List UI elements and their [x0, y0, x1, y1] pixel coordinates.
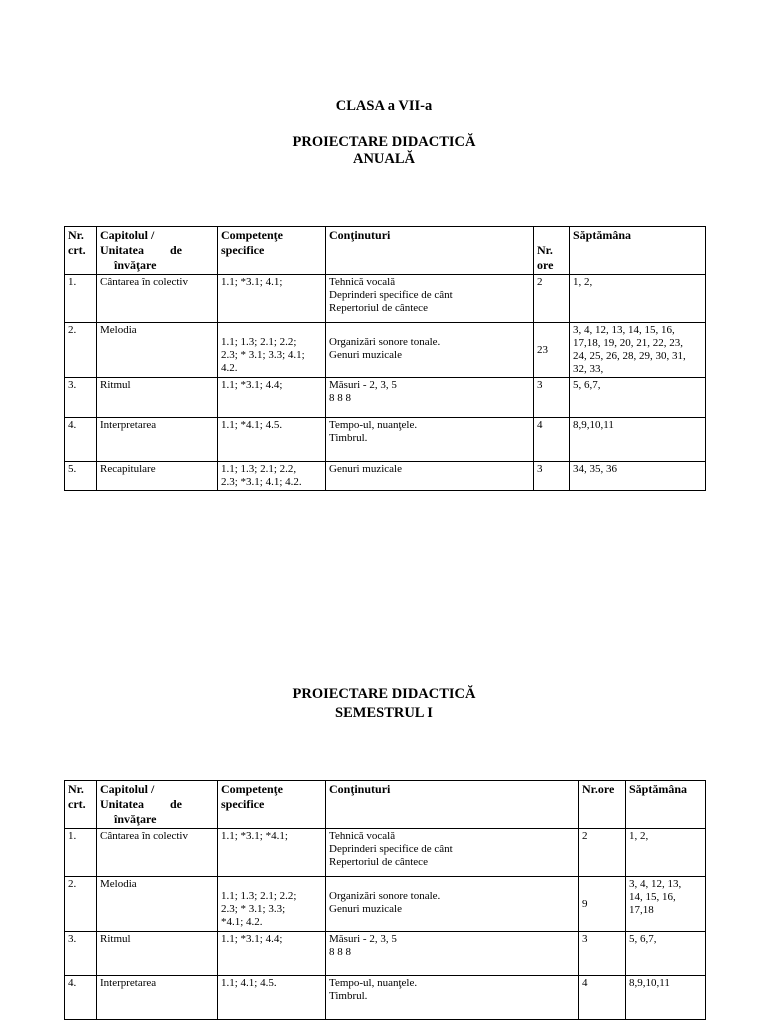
hours-cell: 23 — [534, 323, 570, 378]
header-continuturi: Conţinuturi — [326, 781, 579, 829]
header-nr-crt: Nr. crt. — [65, 227, 97, 275]
hours-cell: 4 — [534, 418, 570, 462]
table-row — [65, 829, 706, 877]
table-row — [65, 932, 706, 976]
chapter-cell: Cântarea în colectiv — [97, 829, 218, 877]
continuturi-cell-line: Timbrul. — [329, 990, 368, 1002]
row-number: 1. — [65, 829, 97, 877]
table-row — [65, 976, 706, 1020]
competente-cell-line: 1.1; *3.1; *4.1; — [221, 830, 288, 842]
saptamana-cell-line: 14, 15, 16, — [629, 891, 676, 903]
header-capitol: Capitolul / Unitatea de învăţare — [97, 227, 218, 275]
continuturi-cell-line: Tehnică vocală — [329, 830, 396, 842]
table-row — [65, 418, 706, 462]
table-row — [65, 378, 706, 418]
competente-cell — [218, 829, 326, 877]
continuturi-cell-line: Măsuri - 2, 3, 5 — [329, 933, 397, 945]
saptamana-cell — [570, 418, 706, 462]
header-nr-ore: Nr.ore — [579, 781, 626, 829]
class-title: CLASA a VII-a — [335, 98, 433, 114]
competente-cell-line: 1.1; *3.1; 4.4; — [221, 379, 283, 391]
header-capitol: Capitolul / Unitatea de învăţare — [97, 781, 218, 829]
continuturi-cell — [326, 932, 579, 976]
continuturi-cell-line: Deprinderi specifice de cânt — [329, 289, 453, 301]
saptamana-cell — [626, 829, 706, 877]
continuturi-cell-line: Organizări sonore tonale. — [329, 336, 441, 348]
competente-cell-line: 1.1; 4.1; 4.5. — [221, 977, 277, 989]
saptamana-cell-line: 32, 33, — [573, 363, 604, 375]
saptamana-cell-line: 34, 35, 36 — [573, 463, 617, 475]
competente-cell-line: *4.1; 4.2. — [221, 916, 263, 928]
competente-cell-line: 4.2. — [221, 362, 238, 374]
row-number: 2. — [65, 877, 97, 932]
chapter-cell: Cântarea în colectiv — [97, 275, 218, 323]
continuturi-cell-line: Măsuri - 2, 3, 5 — [329, 379, 397, 391]
saptamana-cell-line: 5, 6,7, — [629, 933, 657, 945]
table-header-row — [65, 781, 706, 829]
hours-cell: 9 — [579, 877, 626, 932]
hours-cell: 2 — [534, 275, 570, 323]
row-number: 1. — [65, 275, 97, 323]
saptamana-cell-line: 8,9,10,11 — [573, 419, 614, 431]
competente-cell-line: 2.3; * 3.1; 3.3; — [221, 903, 286, 915]
competente-cell — [218, 932, 326, 976]
saptamana-cell — [626, 877, 706, 932]
header-competente: Competenţe specifice — [218, 781, 326, 829]
competente-cell-line: 2.3; * 3.1; 3.3; 4.1; — [221, 349, 305, 361]
continuturi-cell-line: Organizări sonore tonale. — [329, 890, 441, 902]
semester-title-line1: PROIECTARE DIDACTICĂ — [292, 686, 476, 702]
saptamana-cell-line: 17,18, 19, 20, 21, 22, 23, — [573, 337, 683, 349]
row-number: 3. — [65, 932, 97, 976]
continuturi-cell-line: Tempo-ul, nuanţele. — [329, 977, 418, 989]
chapter-cell: Ritmul — [97, 378, 218, 418]
continuturi-cell-line: Genuri muzicale — [329, 349, 402, 361]
saptamana-cell — [570, 323, 706, 378]
chapter-cell: Recapitulare — [97, 462, 218, 491]
table-row — [65, 462, 706, 491]
saptamana-cell — [570, 378, 706, 418]
continuturi-cell-line: Repertoriul de cântece — [329, 856, 428, 868]
continuturi-cell-line: Timbrul. — [329, 432, 368, 444]
chapter-cell: Ritmul — [97, 932, 218, 976]
continuturi-cell — [326, 323, 534, 378]
continuturi-cell — [326, 877, 579, 932]
annual-title-line1: PROIECTARE DIDACTICĂ — [292, 134, 476, 150]
competente-cell — [218, 462, 326, 491]
header-nr-crt: Nr. crt. — [65, 781, 97, 829]
continuturi-cell — [326, 976, 579, 1020]
header-saptamana: Săptămâna — [626, 781, 706, 829]
header-saptamana: Săptămâna — [570, 227, 706, 275]
continuturi-cell-line: Tehnică vocală — [329, 276, 396, 288]
saptamana-cell-line: 8,9,10,11 — [629, 977, 670, 989]
competente-cell-line: 2.3; *3.1; 4.1; 4.2. — [221, 476, 302, 488]
hours-cell: 3 — [579, 932, 626, 976]
table-header-row — [65, 227, 706, 275]
competente-cell-line: 1.1; 1.3; 2.1; 2.2; — [221, 890, 297, 902]
header-nr-ore: Nr. ore — [534, 227, 570, 275]
competente-cell — [218, 976, 326, 1020]
saptamana-cell — [626, 932, 706, 976]
saptamana-cell — [570, 275, 706, 323]
chapter-cell: Melodia — [97, 877, 218, 932]
hours-cell: 2 — [579, 829, 626, 877]
continuturi-cell — [326, 418, 534, 462]
hours-cell: 3 — [534, 378, 570, 418]
competente-cell-line: 1.1; *3.1; 4.1; — [221, 276, 283, 288]
continuturi-cell-line: Genuri muzicale — [329, 903, 402, 915]
continuturi-cell — [326, 462, 534, 491]
continuturi-cell-line: Genuri muzicale — [329, 463, 402, 475]
row-number: 2. — [65, 323, 97, 378]
continuturi-cell-line: 8 8 8 — [329, 392, 351, 404]
competente-cell — [218, 378, 326, 418]
hours-cell: 4 — [579, 976, 626, 1020]
annual-plan-table — [64, 226, 706, 491]
saptamana-cell-line: 1, 2, — [629, 830, 649, 842]
annual-title-line2: ANUALĂ — [352, 151, 416, 167]
saptamana-cell — [570, 462, 706, 491]
semester-title-line2: SEMESTRUL I — [335, 705, 433, 721]
saptamana-cell-line: 3, 4, 12, 13, 14, 15, 16, — [573, 324, 675, 336]
saptamana-cell-line: 1, 2, — [573, 276, 593, 288]
row-number: 5. — [65, 462, 97, 491]
header-continuturi: Conţinuturi — [326, 227, 534, 275]
competente-cell — [218, 418, 326, 462]
competente-cell-line: 1.1; *4.1; 4.5. — [221, 419, 283, 431]
saptamana-cell-line: 24, 25, 26, 28, 29, 30, 31, — [573, 350, 686, 362]
row-number: 3. — [65, 378, 97, 418]
competente-cell — [218, 323, 326, 378]
semester-plan-table — [64, 780, 706, 1020]
chapter-cell: Interpretarea — [97, 418, 218, 462]
competente-cell-line: 1.1; *3.1; 4.4; — [221, 933, 283, 945]
table-row — [65, 275, 706, 323]
competente-cell — [218, 275, 326, 323]
header-competente: Competenţe specifice — [218, 227, 326, 275]
saptamana-cell-line: 17,18 — [629, 904, 654, 916]
hours-cell: 3 — [534, 462, 570, 491]
saptamana-cell — [626, 976, 706, 1020]
chapter-cell: Interpretarea — [97, 976, 218, 1020]
competente-cell-line: 1.1; 1.3; 2.1; 2.2, — [221, 463, 297, 475]
continuturi-cell-line: 8 8 8 — [329, 946, 351, 958]
competente-cell-line: 1.1; 1.3; 2.1; 2.2; — [221, 336, 297, 348]
row-number: 4. — [65, 976, 97, 1020]
row-number: 4. — [65, 418, 97, 462]
continuturi-cell-line: Tempo-ul, nuanţele. — [329, 419, 418, 431]
competente-cell — [218, 877, 326, 932]
saptamana-cell-line: 5, 6,7, — [573, 379, 601, 391]
continuturi-cell — [326, 378, 534, 418]
chapter-cell: Melodia — [97, 323, 218, 378]
table-row — [65, 877, 706, 932]
continuturi-cell — [326, 829, 579, 877]
continuturi-cell-line: Deprinderi specifice de cânt — [329, 843, 453, 855]
saptamana-cell-line: 3, 4, 12, 13, — [629, 878, 682, 890]
table-row — [65, 323, 706, 378]
continuturi-cell-line: Repertoriul de cântece — [329, 302, 428, 314]
continuturi-cell — [326, 275, 534, 323]
